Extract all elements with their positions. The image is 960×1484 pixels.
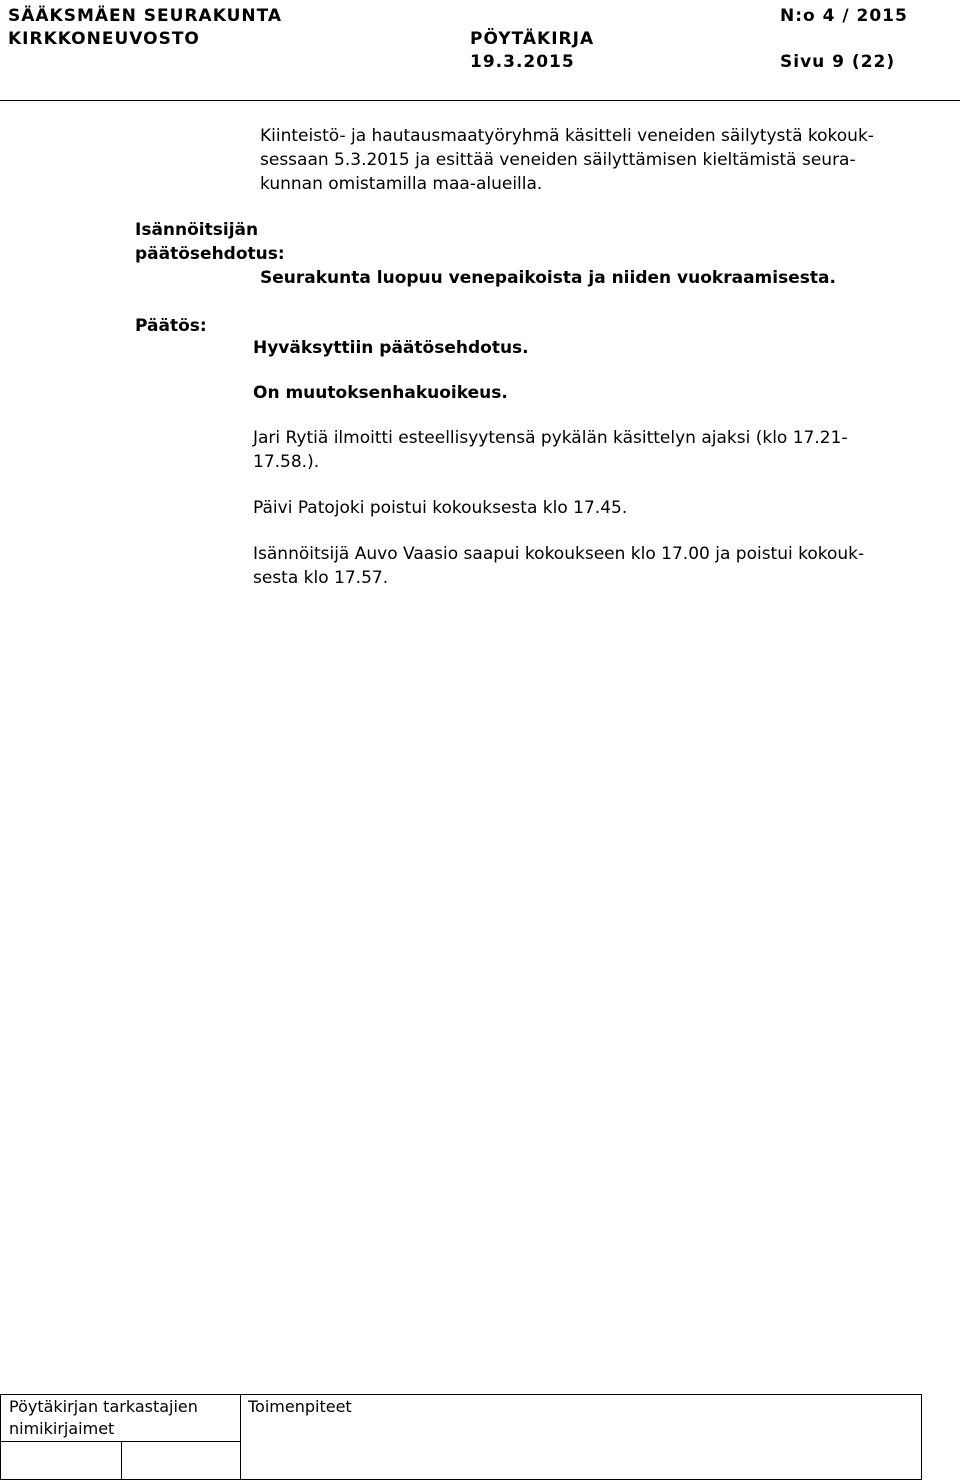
proposal-label: Isännöitsijän päätösehdotus:: [135, 220, 285, 264]
note-arrival: Isännöitsijä Auvo Vaasio saapui kokoukseen klo 17.00 ja poistui kokouk- sesta klo 17.57.: [253, 544, 865, 588]
decision-text: Hyväksyttiin päätösehdotus.: [253, 338, 529, 358]
note-recusal: Jari Rytiä ilmoitti esteellisyytensä pykälän käsittelyn ajaksi (klo 17.21- 17.58.).: [253, 428, 848, 472]
meeting-date: 19.3.2015: [470, 52, 575, 72]
appeal-text: On muutoksenhakuoikeus.: [253, 383, 508, 403]
signature-table: [0, 1394, 922, 1480]
page-number: Sivu 9 (22): [780, 52, 896, 72]
signatures-label: Pöytäkirjan tarkastajien nimikirjaimet: [9, 1397, 198, 1438]
actions-label: Toimenpiteet: [248, 1397, 352, 1416]
board-name: KIRKKONEUVOSTO: [8, 29, 200, 49]
proposal-text: Seurakunta luopuu venepaikoista ja niiden vuokraamisesta.: [260, 268, 836, 288]
decision-label: Päätös:: [135, 316, 207, 336]
signature-divider: [240, 1395, 241, 1479]
signature-row-divider: [1, 1441, 240, 1442]
header-divider: [0, 100, 960, 101]
organization-name: SÄÄKSMÄEN SEURAKUNTA: [8, 6, 283, 26]
signature-box-divider: [121, 1441, 122, 1479]
note-departure: Päivi Patojoki poistui kokouksesta klo 17.45.: [253, 498, 628, 518]
intro-paragraph: Kiinteistö- ja hautausmaatyöryhmä käsitteli veneiden säilytystä kokouk- sessaan 5.3.2015 ja esittää veneiden säilyttämisen kieltämistä seura- kunnan omistamilla maa-alueilla.: [260, 126, 874, 194]
document-number: N:o 4 / 2015: [780, 6, 908, 26]
document-type: PÖYTÄKIRJA: [470, 29, 595, 49]
